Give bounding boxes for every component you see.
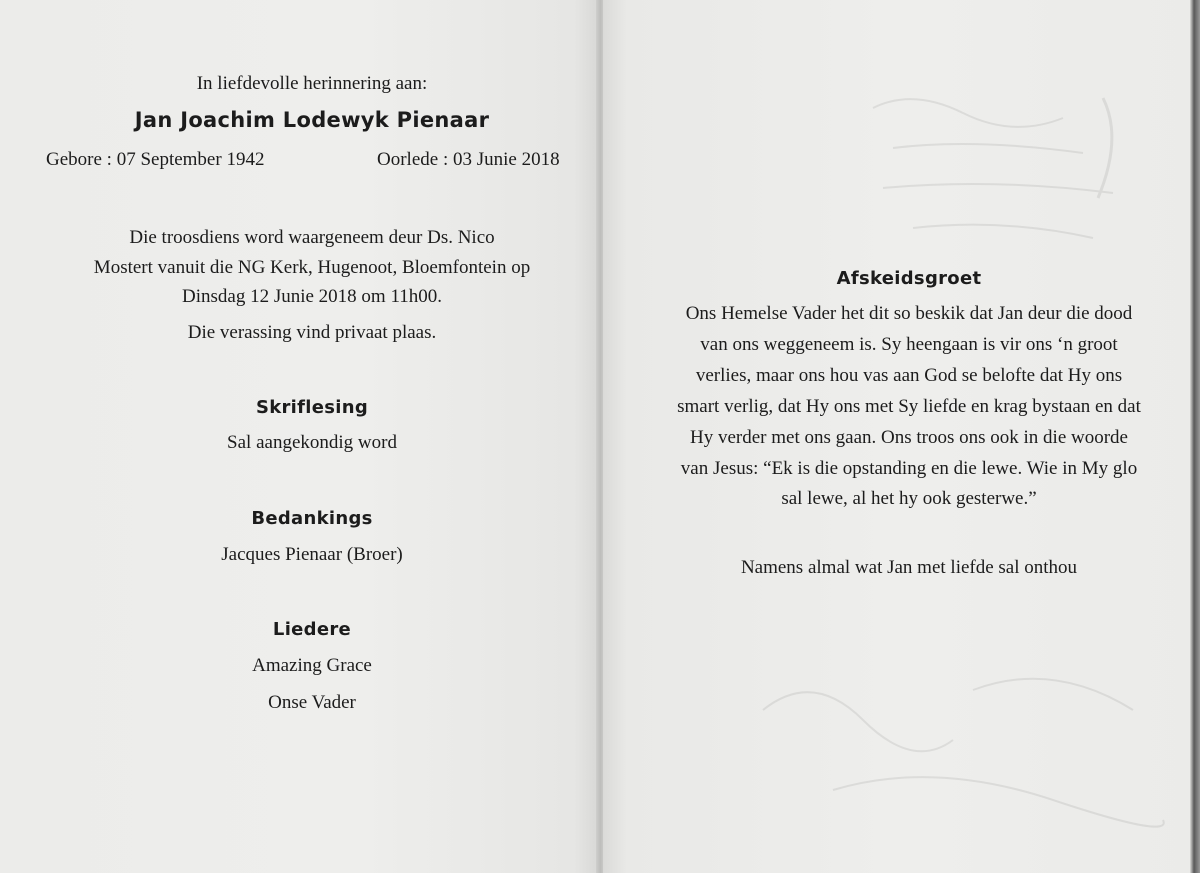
faint-floral-ornament (753, 650, 1173, 850)
section-item: Onse Vader (268, 692, 356, 713)
section-heading-skriflesing: Skriflesing (255, 397, 369, 418)
scan-edge-shadow (1190, 0, 1200, 873)
farewell-line-7: sal lewe, al het hy ook gesterwe.” (781, 488, 1037, 509)
intro-text: In liefdevolle herinnering aan: (196, 73, 428, 94)
show-through-decoration (853, 78, 1153, 258)
section-item: Sal aangekondig word (227, 432, 397, 453)
farewell-line-5: Hy verder met ons gaan. Ons troos ons ook in die woorde (690, 427, 1128, 448)
death-date: Oorlede : 03 Junie 2018 (377, 149, 560, 170)
cremation-note: Die verassing vind privaat plaas. (187, 322, 437, 343)
section-heading-liedere: Liedere (272, 619, 352, 640)
left-page (0, 0, 598, 873)
deceased-name: Jan Joachim Lodewyk Pienaar (134, 108, 490, 132)
farewell-heading: Afskeidsgroet (836, 268, 982, 289)
section-item: Jacques Pienaar (Broer) (221, 544, 403, 565)
farewell-line-1: Ons Hemelse Vader het dit so beskik dat Jan deur die dood (685, 303, 1133, 324)
service-line-1: Die troosdiens word waargeneem deur Ds. Nico (129, 227, 495, 248)
faint-scroll-ornament (853, 78, 1153, 258)
show-through-decoration-lower (753, 650, 1173, 850)
service-line-3: Dinsdag 12 Junie 2018 om 11h00. (181, 286, 443, 307)
birth-date: Gebore : 07 September 1942 (46, 149, 265, 170)
farewell-line-2: van ons weggeneem is. Sy heengaan is vir ons ‘n groot (700, 334, 1118, 355)
right-page (603, 0, 1200, 873)
farewell-line-3: verlies, maar ons hou vas aan God se belofte dat Hy ons (695, 365, 1123, 386)
farewell-line-6: van Jesus: “Ek is die opstanding en die lewe. Wie in My glo (680, 458, 1138, 479)
service-line-2: Mostert vanuit die NG Kerk, Hugenoot, Bloemfontein op (93, 257, 531, 278)
section-item: Amazing Grace (252, 655, 372, 676)
closing-line: Namens almal wat Jan met liefde sal onthou (740, 557, 1078, 578)
section-heading-bedankings: Bedankings (251, 508, 373, 529)
farewell-line-4: smart verlig, dat Hy ons met Sy liefde en krag bystaan en dat (677, 396, 1141, 417)
